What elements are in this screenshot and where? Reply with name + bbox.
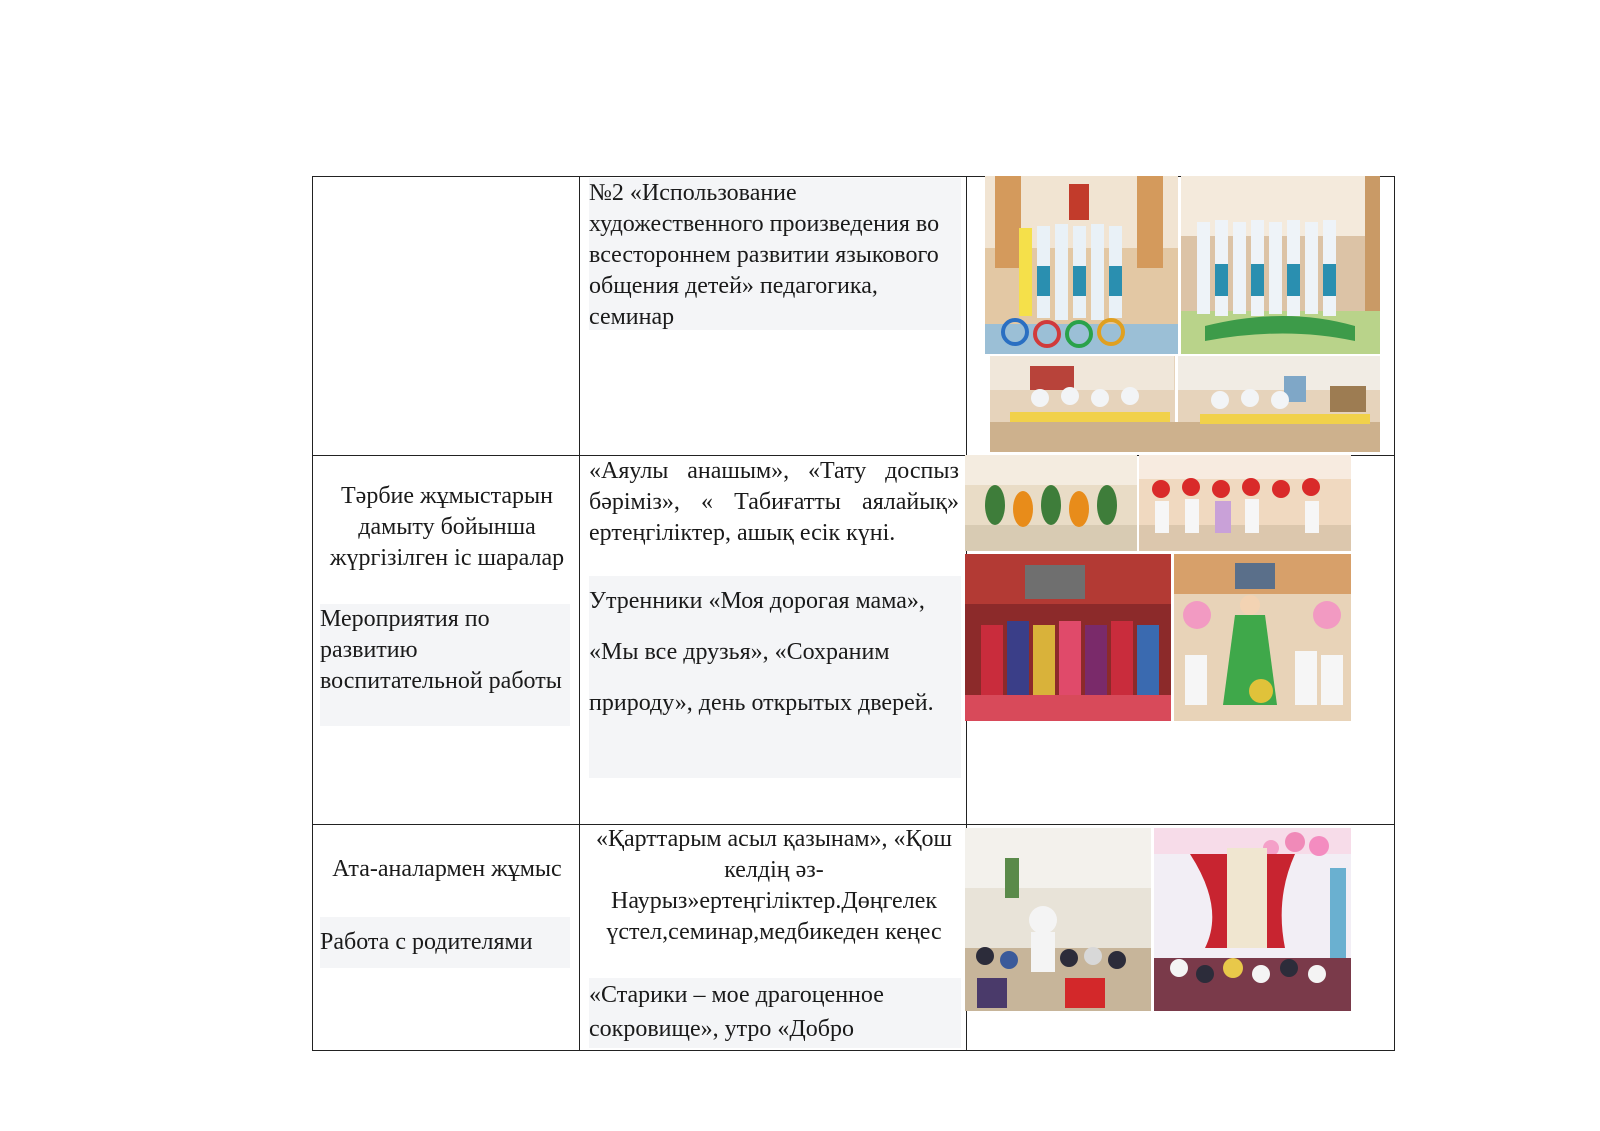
row2-title-kz: Тәрбие жұмыстарын дамыту бойынша жүргізілген іс шаралар xyxy=(329,483,565,571)
table-border-right xyxy=(1394,176,1395,1051)
row3-title-ru: Работа с родителями xyxy=(320,917,570,968)
report-table xyxy=(312,176,1395,1051)
row3-title-kz: Ата-аналармен жұмыс xyxy=(332,856,562,882)
column-divider-1 xyxy=(579,176,580,1051)
row3-activity-kz: «Қарттарым асыл қазынам», «Қош келдің әз-Наурыз»ертеңгіліктер.Дөңгелек үстел,семинар,медбикеден кеңес xyxy=(595,826,953,945)
row2-activity-kz: «Аяулы анашым», «Тату доспыз бәріміз», « Табиғатты аялайық» ертеңгіліктер, ашық есік күні. xyxy=(589,458,959,546)
photo-teachers-at-table xyxy=(990,356,1380,452)
row3-activity-ru: «Старики – мое драгоценное сокровище», утро «Добро xyxy=(589,978,961,1048)
table-border-left xyxy=(312,176,313,1051)
photo-teachers-seminar-group xyxy=(985,176,1380,354)
table-border-bottom xyxy=(312,1050,1395,1051)
row2-activity-ru: Утренники «Моя дорогая мама», «Мы все друзья», «Сохраним природу», день открытых дверей. xyxy=(589,576,961,778)
row2-title-ru: Мероприятия по развитию воспитательной работы xyxy=(320,604,570,726)
photo-childrens-matinees xyxy=(965,455,1351,721)
row1-activity-ru: №2 «Использование художественного произведения во всестороннем развитии языкового общения детей» педагогика, семинар xyxy=(589,178,961,330)
photo-parents-events xyxy=(965,828,1351,1011)
